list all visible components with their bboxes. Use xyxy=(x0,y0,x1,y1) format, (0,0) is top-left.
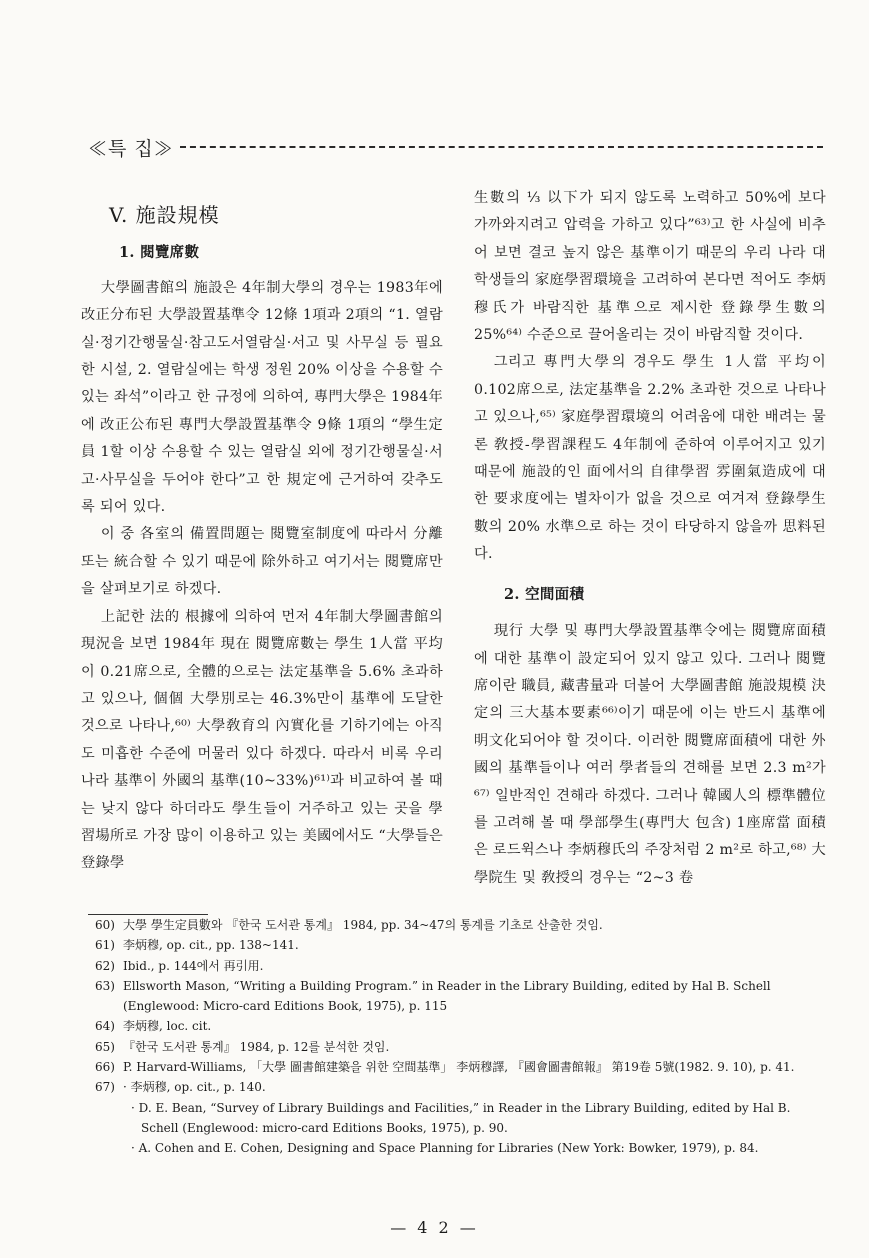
footnotes xyxy=(95,915,825,1159)
footnote-text: Ellsworth Mason, “Writing a Building Program.” in Reader in the Library Building, edited by Hal B. Schell (Englewood: Micro-card Editions Book, 1975), p. 115 xyxy=(123,978,771,1014)
footnote-text: P. Harvard-Williams, 「大學 圖書館建築을 위한 空間基準」 李炳穆譯, 『國會圖書館報』 第19卷 5號(1982. 9. 10), p. 41. xyxy=(123,1060,795,1075)
footnote-number: 63) xyxy=(95,978,115,993)
footnote-text: 李炳穆, loc. cit. xyxy=(123,1019,212,1034)
header-dashed-rule xyxy=(180,146,823,148)
footnote xyxy=(95,1057,825,1077)
paragraph: 生數의 ⅓ 以下가 되지 않도록 노력하고 50%에 보다 가까와지려고 압력을 가하고 있다”⁶³⁾고 한 사실에 비추어 보면 결코 높지 않은 基準이기 때문의 우리 나라 대학생들의 家庭學習環境을 고려하여 본다면 적어도 李炳穆氏가 바람직한 基準으로 제시한 登錄學生數의 25%⁶⁴⁾ 수준으로 끌어올리는 것이 바람직할 것이다. xyxy=(474,190,826,344)
footnote-text: · 李炳穆, op. cit., p. 140. xyxy=(123,1080,266,1095)
footnote xyxy=(95,1037,825,1057)
paragraph: 이 중 各室의 備置問題는 閱覽室制度에 따라서 分離 또는 統合할 수 있기 때문에 除外하고 여기서는 閱覽席만을 살펴보기로 하겠다. xyxy=(81,526,443,598)
footnote-number: 65) xyxy=(95,1039,115,1054)
footnote xyxy=(95,1077,825,1097)
paragraph: 現行 大學 및 專門大學設置基準令에는 閱覽席面積에 대한 基準이 設定되어 있지 않고 있다. 그러나 閱覽席이란 職員, 藏書量과 더불어 大學圖書館 施設規模 決定의 三大基本要素⁶⁶⁾이기 때문에 이는 반드시 基準에 明文化되어야 할 것이다. 이러한 閱覽席面積에 대한 外國의 基準들이나 여러 學者들의 견해를 보면 2.3 m²가⁶⁷⁾ 일반적인 견해라 하겠다. 그러나 韓國人의 標準體位를 고려해 볼 때 學部學生(專門大 包含) 1座席當 面積은 로드윅스나 李炳穆氏의 주장처럼 2 m²로 하고,⁶⁸⁾ 大學院生 및 敎授의 경우는 “2~3 卷 xyxy=(474,623,826,886)
paragraph: 大學圖書館의 施設은 4年制大學의 경우는 1983年에 改正分布된 大學設置基準令 12條 1項과 2項의 “1. 열람실·정기간행물실·참고도서열람실·서고 및 사무실 등 필요한 시설, 2. 열람실에는 학생 정원 20% 이상을 수용할 수 있는 좌석”이라고 한 규정에 의하여, 專門大學은 1984年에 改正公布된 專門大學設置基準令 9條 1項의 “學生定員 1할 이상 수용할 수 있는 열람실 외에 정기간행물실·서고·사무실을 두어야 한다”고 한 規定에 근거하여 갖추도록 되어 있다. xyxy=(81,279,443,516)
footnote-number: 60) xyxy=(95,918,115,932)
footnote xyxy=(95,935,825,955)
subsection-title-area: 2. 空間面積 xyxy=(504,585,585,603)
footnote-text: Ibid., p. 144에서 再引用. xyxy=(123,958,264,973)
footnote-text: 李炳穆, op. cit., pp. 138~141. xyxy=(123,938,299,953)
page-number: — 4 2 — xyxy=(390,1218,479,1237)
left-column xyxy=(81,180,443,878)
footnote xyxy=(95,915,825,935)
footnote-number: 62) xyxy=(95,958,115,973)
section-title: V. 施設規模 xyxy=(109,203,220,227)
footnote-subentry: · A. Cohen and E. Cohen, Designing and Space Planning for Libraries (New York: Bowker, 1979), p. 84. xyxy=(131,1141,759,1156)
paragraph: 그리고 專門大學의 경우도 學生 1人當 平均이 0.102席으로, 法定基準을 2.2% 초과한 것으로 나타나고 있으나,⁶⁵⁾ 家庭學習環境의 어려움에 대한 배려는 물론 敎授-學習課程도 4年制에 준하여 이루어지고 있기 때문에 施設的인 面에서의 自律學習 雰圍氣造成에 대한 要求度에는 별차이가 없을 것으로 여겨져 登錄學生數의 20% 水準으로 하는 것이 타당하지 않을까 思料된다. xyxy=(474,354,826,563)
subsection-title-seats: 1. 閱覽席數 xyxy=(119,244,200,262)
header-title: ≪특 집≫ xyxy=(88,137,174,160)
paragraph: 上記한 法的 根據에 의하여 먼저 4年制大學圖書館의 現況을 보면 1984年 現在 閱覽席數는 學生 1人當 平均이 0.21席으로, 全體的으로는 法定基準을 5.6% 초과하고 있으나, 個個 大學別로는 46.3%만이 基準에 도달한 것으로 나타나,⁶⁰⁾ 大學敎育의 內實化를 기하기에는 아직도 미흡한 수준에 머물러 있다 하겠다. 따라서 비록 우리 나라 基準이 外國의 基準(10~33%)⁶¹⁾과 비교하여 볼 때는 낮지 않다 하더라도 學生들이 거주하고 있는 곳을 學習場所로 가장 많이 이용하고 있는 美國에서도 “大學들은 登錄學 xyxy=(81,608,443,872)
footnote-number: 66) xyxy=(95,1060,115,1075)
footnote-text: 『한국 도서관 통계』 1984, p. 12를 분석한 것임. xyxy=(123,1039,390,1054)
footnote-number: 61) xyxy=(95,938,115,953)
right-column xyxy=(474,185,826,892)
section-header xyxy=(88,135,823,159)
footnote xyxy=(95,976,825,1017)
footnote-number: 64) xyxy=(95,1019,115,1034)
footnote-text: 大學 學生定員數와 『한국 도서관 통계』 1984, pp. 34~47의 통계를 기초로 산출한 것임. xyxy=(123,918,603,932)
footnote xyxy=(95,1016,825,1036)
footnote xyxy=(95,956,825,976)
footnote-subentry: · D. E. Bean, “Survey of Library Buildings and Facilities,” in Reader in the Library Building, edited by Hal B. Schell (Englewood: micro-card Editions Books, 1975), p. 90. xyxy=(131,1100,791,1135)
footnote-number: 67) xyxy=(95,1080,115,1095)
